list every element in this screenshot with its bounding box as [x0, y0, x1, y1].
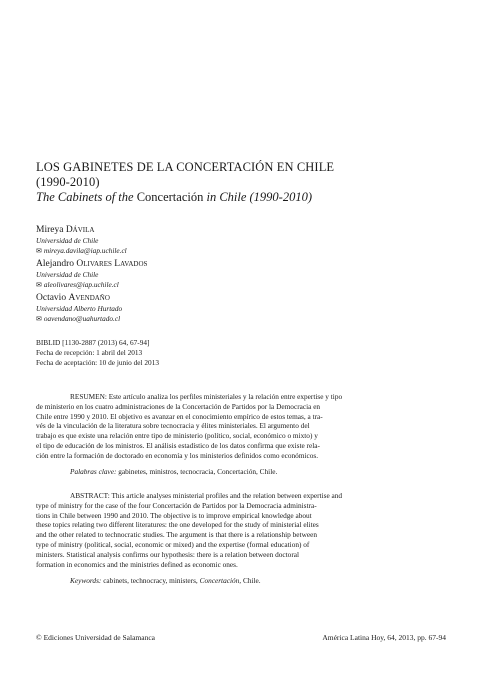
author-entry: [36, 259, 336, 290]
abstract-line: and the other related to technocratic studies. The argument is that there is a relationship between: [36, 530, 317, 540]
resumen-line: trabajo es que existe una relación entre tipo de ministerio (político, social, económico o mixto) y: [36, 431, 318, 441]
envelope-icon: ✉: [36, 246, 42, 255]
resumen-line: ción entre la formación de doctorado en economía y los ministerios definidos como económicos.: [36, 450, 319, 460]
author-affiliation: Universidad Alberto Hurtado: [36, 304, 123, 313]
article-title: LOS GABINETES DE LA CONCERTACIÓN EN CHILE: [36, 160, 335, 174]
keywords-text: gabinetes, ministros, tecnocracia, Concertación, Chile.: [118, 467, 278, 476]
article-title-years: (1990-2010): [36, 175, 100, 189]
resumen-paragraph: [36, 392, 446, 461]
abstract-line: formation in economics and the ministries defined as economic ones.: [36, 559, 238, 569]
resumen-keywords: [70, 467, 277, 477]
article-title-block: [36, 160, 446, 205]
author-first-name: Alejandro: [36, 259, 74, 269]
author-affiliation: Universidad de Chile: [36, 236, 99, 245]
keywords-label: Keywords:: [70, 576, 102, 585]
abstract-keywords: [70, 576, 261, 586]
keywords-text: cabinets, technocracy, ministers,: [103, 576, 198, 585]
resumen-line: el tipo de educación de los ministros. El análisis estadístico de los datos confirma que existe rela-: [36, 440, 320, 450]
article-title-english: [36, 190, 446, 205]
footer-copyright: © Ediciones Universidad de Salamanca: [36, 633, 155, 642]
abstract-line: these topics relating two different literatures: the one developed for the study of ministerial elites: [36, 520, 319, 530]
resumen-line: RESUMEN: Este artículo analiza los perfiles ministeriales y la relación entre expertise y tipo: [70, 392, 343, 401]
resumen-line: vés de la vinculación de la literatura sobre tecnocracia y élites ministeriales. El argumento del: [36, 421, 310, 431]
bibliographic-info: [36, 338, 336, 367]
abstract-line: ABSTRACT: This article analyses ministerial profiles and the relation between expertise and: [70, 491, 343, 500]
author-last-name: Olivares Lavados: [76, 259, 148, 269]
author-email[interactable]: [36, 314, 336, 325]
author-list: [36, 225, 336, 327]
author-name: [36, 259, 336, 270]
resumen-line: Chile entre 1990 y 2010. El objetivo es avanzar en el conocimiento empírico de estos temas, a tra-: [36, 411, 323, 421]
author-name: [36, 225, 336, 236]
author-email[interactable]: [36, 246, 336, 257]
abstract-line: type of ministry (political, social, economic or mixed) and the expertise (formal education) of: [36, 539, 310, 549]
author-first-name: Mireya: [36, 225, 64, 235]
envelope-icon: ✉: [36, 314, 42, 323]
title-en-part-3: in Chile (1990-2010): [206, 190, 313, 204]
author-affiliation: Universidad de Chile: [36, 270, 99, 279]
abstract-line: ministers. Statistical analysis confirms our hypothesis: there is a relation between doctoral: [36, 549, 300, 559]
abstract-line: type of ministry for the case of the four Concertación de Partidos por la Democracia administra-: [36, 500, 317, 510]
title-en-part-2: Concertación: [136, 190, 204, 204]
author-name: [36, 293, 336, 304]
keywords-label: Palabras clave:: [70, 467, 117, 476]
author-email-text[interactable]: mireya.davila@iap.uchile.cl: [43, 245, 127, 255]
accepted-date: Fecha de aceptación: 10 de junio del 2013: [36, 357, 159, 367]
author-entry: [36, 293, 336, 324]
author-first-name: Octavio: [36, 293, 67, 303]
author-email-text[interactable]: aleolivares@iap.uchile.cl: [43, 279, 119, 289]
resumen-line: de ministerio en los cuatro administraciones de la Concertación de Partidos por la Democracia en: [36, 401, 321, 411]
footer-citation: América Latina Hoy, 64, 2013, pp. 67-94: [322, 633, 446, 642]
abstract-line: tions in Chile between 1990 and 2010. The objective is to improve empirical knowledge about: [36, 510, 312, 520]
author-email[interactable]: [36, 280, 336, 291]
keywords-text-italic: Concertación,: [199, 576, 242, 585]
biblid-reference: BIBLID [1130-2887 (2013) 64, 67-94]: [36, 338, 150, 347]
keywords-text-end: Chile.: [242, 576, 261, 585]
author-last-name: Avendaño: [68, 293, 110, 303]
author-last-name: Dávila: [65, 225, 95, 235]
title-en-part-1: The Cabinets of the: [36, 190, 134, 204]
author-email-text[interactable]: oavendano@uahurtado.cl: [43, 313, 121, 323]
abstract-paragraph: [36, 491, 446, 569]
envelope-icon: ✉: [36, 280, 42, 289]
author-entry: [36, 225, 336, 256]
received-date: Fecha de recepción: 1 abril del 2013: [36, 347, 143, 357]
